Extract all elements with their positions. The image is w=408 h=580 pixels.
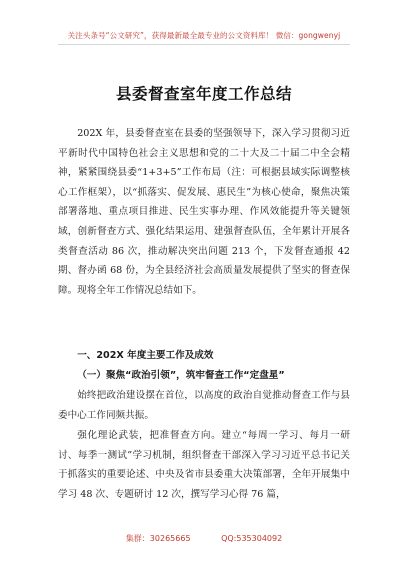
header-divider (58, 44, 350, 45)
footer-qq: QQ:535304092 (221, 534, 283, 543)
section-heading-1: 一、202X 年度主要工作及成效 (77, 350, 214, 361)
subsection-heading-1: （一）聚焦“政治引领”，筑牢督查工作“定盘星” (77, 370, 285, 381)
document-title: 县委督查室年度工作总结 (115, 85, 292, 103)
intro-paragraph: 202X 年，县委督查室在县委的坚强领导下，深入学习贯彻习近平新时代中国特色社会主义思想和党的二十大及二十届二中全会精神，紧紧围绕县委“1+3+5”工作布局（注：可根据县域实际调整核心工作框架），以“抓落实、促发展、惠民生”为核心使命，聚焦决策部署落地、重点项目推进、民生实事办理、作风效能提升等关键领域，创新督查方式、强化结果运用、建强督查队伍，全年累计开展各类督查活动 86 次，推动解决突出问题 213 个，下发督查通报 42 期、督办函 68 份，为全县经济社会高质量发展提供了坚实的督查保障。现将全年工作情况总结如下。 (58, 128, 350, 296)
footer-contact (0, 533, 408, 544)
politics-paragraph: 始终把政治建设摆在首位，以高度的政治自觉推动督查工作与县委中心工作同频共振。 (58, 390, 350, 421)
header-promo-note: 关注头条号“公文研究”，获得最新最全最专业的公文资料库！ 微信：gongwenyj (67, 31, 341, 40)
theory-paragraph: 强化理论武装，把准督查方向。建立“每周一学习、每月一研讨、每季一测试”学习机制，组织督查干部深入学习习近平总书记关于抓落实的重要论述、中央及省市县委重大决策部署，全年开展集中学习 48 次、专题研讨 12 次，撰写学习心得 76 篇， (58, 430, 350, 500)
footer-qq-group: 集群：30265665 (125, 534, 191, 543)
